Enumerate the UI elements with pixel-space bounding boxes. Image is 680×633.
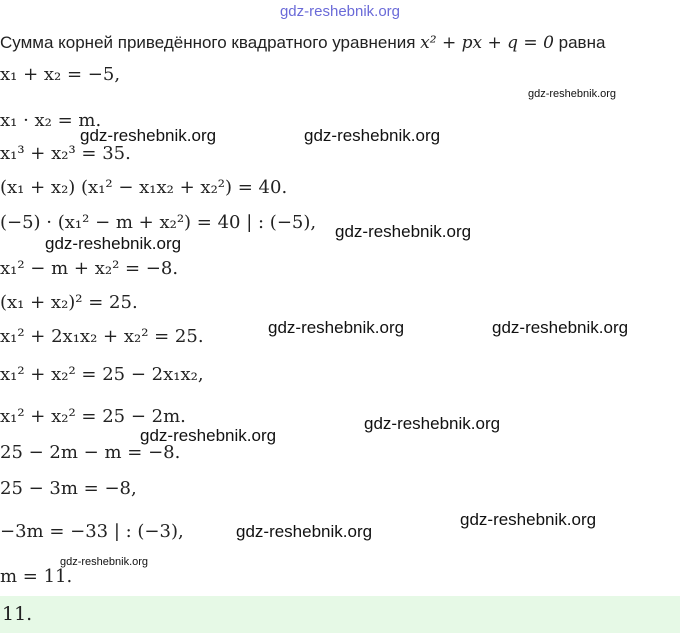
solution-line-8: x₁² + 2x₁x₂ + x₂² = 25. bbox=[0, 326, 204, 347]
solution-line-2: x₁ · x₂ = m. bbox=[0, 110, 102, 131]
site-header[interactable]: gdz-reshebnik.org bbox=[279, 3, 401, 20]
solution-line-6: x₁² − m + x₂² = −8. bbox=[0, 258, 179, 279]
watermark: gdz-reshebnik.org bbox=[236, 522, 373, 541]
watermark: gdz-reshebnik.org bbox=[335, 222, 472, 241]
watermark: gdz-reshebnik.org bbox=[60, 556, 149, 568]
watermark: gdz-reshebnik.org bbox=[364, 414, 501, 433]
solution-line-13: −3m = −33 | : (−3), bbox=[0, 521, 184, 542]
watermark: gdz-reshebnik.org bbox=[460, 510, 597, 529]
solution-line-1: x₁ + x₂ = −5, bbox=[0, 64, 121, 85]
solution-line-10: x₁² + x₂² = 25 − 2m. bbox=[0, 406, 186, 427]
watermark: gdz-reshebnik.org bbox=[80, 126, 217, 145]
intro-tail: равна bbox=[558, 33, 606, 52]
intro-text: Сумма корней приведённого квадратного уравнения bbox=[0, 33, 416, 52]
solution-line-5: (−5) · (x₁² − m + x₂²) = 40 | : (−5), bbox=[0, 212, 317, 233]
answer-box bbox=[0, 596, 680, 633]
solution-line-7: (x₁ + x₂)² = 25. bbox=[0, 292, 138, 313]
watermark: gdz-reshebnik.org bbox=[45, 234, 182, 253]
watermark: gdz-reshebnik.org bbox=[304, 126, 441, 145]
solution-line-11: 25 − 2m − m = −8. bbox=[0, 442, 181, 463]
answer-value: 11. bbox=[2, 603, 33, 625]
solution-line-14: m = 11. bbox=[0, 566, 73, 587]
intro-equation: x² + px + q = 0 bbox=[420, 33, 554, 53]
watermark: gdz-reshebnik.org bbox=[492, 318, 629, 337]
solution-line-3: x₁³ + x₂³ = 35. bbox=[0, 143, 131, 164]
solution-line-4: (x₁ + x₂) (x₁² − x₁x₂ + x₂²) = 40. bbox=[0, 177, 288, 198]
watermark: gdz-reshebnik.org bbox=[268, 318, 405, 337]
problem-statement bbox=[0, 33, 605, 53]
solution-line-9: x₁² + x₂² = 25 − 2x₁x₂, bbox=[0, 364, 204, 385]
watermark: gdz-reshebnik.org bbox=[140, 426, 277, 445]
watermark: gdz-reshebnik.org bbox=[528, 88, 617, 100]
solution-line-12: 25 − 3m = −8, bbox=[0, 478, 137, 499]
